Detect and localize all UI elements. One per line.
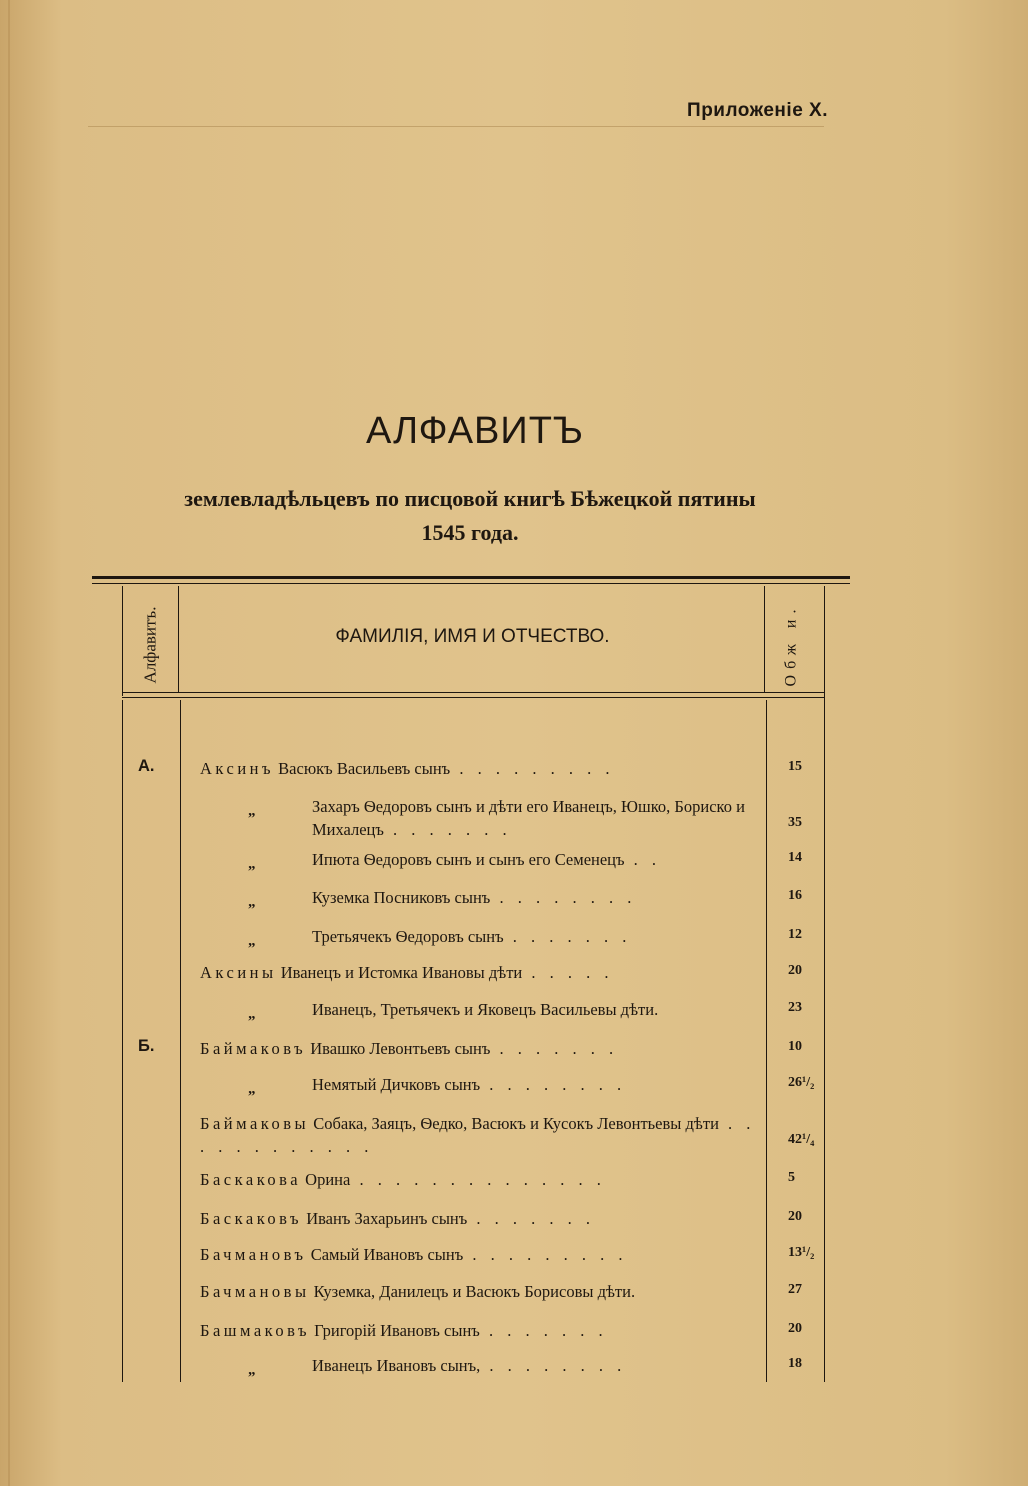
leader-dots: . . . . . . . . . . . . . . bbox=[350, 1170, 606, 1189]
entry-name bbox=[312, 925, 762, 948]
table-left-border-body bbox=[122, 700, 123, 1382]
entry-name bbox=[312, 795, 762, 841]
page-subtitle bbox=[40, 482, 900, 550]
entry-text: Собака, Заяцъ, Ѳедко, Васюкъ и Кусокъ Левонтьевы дѣти bbox=[309, 1114, 719, 1133]
table-top-rule bbox=[92, 576, 850, 579]
column-header-alphabet-text: Алфавитъ. bbox=[139, 606, 159, 684]
entry-surname: Бачмановы bbox=[200, 1282, 310, 1301]
entry-text: Третьячекъ Ѳедоровъ сынъ bbox=[312, 927, 504, 946]
entry-surname: Баймаковы bbox=[200, 1114, 310, 1133]
entry-text: Захаръ Ѳедоровъ сынъ и дѣти его Иванецъ, Юшко, Бориско и Михалецъ bbox=[312, 797, 745, 839]
table-right-border bbox=[824, 586, 825, 1382]
leader-dots: . . . . . . . bbox=[490, 1039, 619, 1058]
entry-text: Иванецъ и Истомка Ивановы дѣти bbox=[276, 963, 523, 982]
leader-dots: . . . . . . . . bbox=[480, 1075, 627, 1094]
column-divider-alphabet-body bbox=[180, 700, 181, 1382]
table-header-rule-2 bbox=[122, 697, 824, 698]
obzh-value: 26¹/₂ bbox=[788, 1075, 815, 1090]
entry-name bbox=[312, 848, 762, 871]
entry-text: Немятый Дичковъ сынъ bbox=[312, 1075, 481, 1094]
entry-text: Куземка Посниковъ сынъ bbox=[312, 888, 491, 907]
entry-text: Иванъ Захарьинъ сынъ bbox=[302, 1209, 468, 1228]
entry-text: Григорій Ивановъ сынъ bbox=[310, 1321, 480, 1340]
alphabet-letter: Б. bbox=[138, 1037, 155, 1055]
entry-text: Ивашко Левонтьевъ сынъ bbox=[306, 1039, 491, 1058]
table-header-rule bbox=[122, 692, 824, 693]
entry-surname: Баскакова bbox=[200, 1170, 302, 1189]
leader-dots: . . . . . . . . bbox=[490, 888, 637, 907]
column-header-obzh-text: Обж и. bbox=[782, 603, 800, 687]
entry-surname: Башмаковъ bbox=[200, 1321, 310, 1340]
leader-dots: . . bbox=[624, 850, 662, 869]
alphabet-letter: А. bbox=[138, 757, 155, 775]
obzh-value: 5 bbox=[788, 1170, 795, 1185]
table-top-rule-thin bbox=[92, 583, 850, 584]
entry-name bbox=[312, 1354, 762, 1377]
ditto-mark: „ bbox=[248, 894, 256, 910]
obzh-value: 18 bbox=[788, 1356, 802, 1371]
entry-name bbox=[312, 1073, 762, 1096]
entry-text: Орина bbox=[301, 1170, 351, 1189]
ditto-mark: „ bbox=[248, 1362, 256, 1378]
subtitle-line-1: землевладѣльцевъ по писцовой книгѣ Бѣжецкой пятины bbox=[184, 486, 756, 511]
leader-dots: . . . . . bbox=[522, 963, 614, 982]
entry-text: Ипюта Ѳедоровъ сынъ и сынъ его Семенецъ bbox=[312, 850, 625, 869]
leader-dots: . . . . . . . . . bbox=[450, 759, 615, 778]
obzh-value: 15 bbox=[788, 759, 802, 774]
entry-text: Самый Ивановъ сынъ bbox=[306, 1245, 464, 1264]
entry-name bbox=[200, 1319, 760, 1342]
ditto-mark: „ bbox=[248, 1081, 256, 1097]
obzh-value: 13¹/₂ bbox=[788, 1245, 815, 1260]
page-title: АЛФАВИТЪ bbox=[365, 410, 585, 452]
subtitle-line-2: 1545 года. bbox=[421, 520, 519, 545]
column-header-name: ФАМИЛІЯ, ИМЯ И ОТЧЕСТВО. bbox=[335, 626, 610, 647]
entry-name bbox=[200, 1280, 760, 1303]
obzh-value: 10 bbox=[788, 1039, 802, 1054]
ditto-mark: „ bbox=[248, 1006, 256, 1022]
entry-surname: Баскаковъ bbox=[200, 1209, 303, 1228]
entry-surname: Аксинъ bbox=[200, 759, 275, 778]
header-rule bbox=[88, 126, 824, 127]
entry-name bbox=[200, 1207, 760, 1230]
appendix-label: Приложеніе X. bbox=[687, 100, 828, 121]
entry-name bbox=[200, 757, 760, 780]
obzh-value: 35 bbox=[788, 815, 802, 830]
leader-dots: . . . . . . . bbox=[383, 820, 512, 839]
column-header-alphabet bbox=[110, 600, 190, 690]
ditto-mark: „ bbox=[248, 803, 256, 819]
ditto-mark: „ bbox=[248, 856, 256, 872]
obzh-value: 16 bbox=[788, 888, 802, 903]
obzh-value: 12 bbox=[788, 927, 802, 942]
leader-dots: . . . . . . . . . bbox=[463, 1245, 628, 1264]
leader-dots: . . . . . . . . . . . . bbox=[200, 1114, 756, 1156]
entry-surname: Бачмановъ bbox=[200, 1245, 307, 1264]
entry-name bbox=[312, 886, 762, 909]
page-edge bbox=[8, 0, 10, 1486]
entry-text: Иванецъ, Третьячекъ и Яковецъ Васильевы дѣти. bbox=[312, 1000, 659, 1019]
entry-name bbox=[200, 961, 760, 984]
leader-dots: . . . . . . . bbox=[467, 1209, 596, 1228]
leader-dots: . . . . . . . bbox=[479, 1321, 608, 1340]
leader-dots: . . . . . . . bbox=[503, 927, 632, 946]
entry-name bbox=[312, 998, 762, 1021]
entry-surname: Баймаковъ bbox=[200, 1039, 307, 1058]
entry-name bbox=[200, 1037, 760, 1060]
entry-text: Иванецъ Ивановъ сынъ, bbox=[312, 1356, 481, 1375]
entry-name bbox=[200, 1243, 760, 1266]
entry-surname: Аксины bbox=[200, 963, 277, 982]
entry-name bbox=[200, 1168, 760, 1191]
obzh-value: 14 bbox=[788, 850, 802, 865]
obzh-value: 42¹/₄ bbox=[788, 1132, 815, 1147]
leader-dots: . . . . . . . . bbox=[480, 1356, 627, 1375]
column-divider-obzh-body bbox=[766, 700, 767, 1382]
entry-name bbox=[200, 1112, 760, 1158]
obzh-value: 23 bbox=[788, 1000, 802, 1015]
ditto-mark: „ bbox=[248, 933, 256, 949]
obzh-value: 20 bbox=[788, 1321, 802, 1336]
entry-text: Васюкъ Васильевъ сынъ bbox=[274, 759, 451, 778]
column-header-obzh bbox=[760, 600, 822, 690]
obzh-value: 27 bbox=[788, 1282, 802, 1297]
obzh-value: 20 bbox=[788, 1209, 802, 1224]
obzh-value: 20 bbox=[788, 963, 802, 978]
entry-text: Куземка, Данилецъ и Васюкъ Борисовы дѣти. bbox=[309, 1282, 636, 1301]
